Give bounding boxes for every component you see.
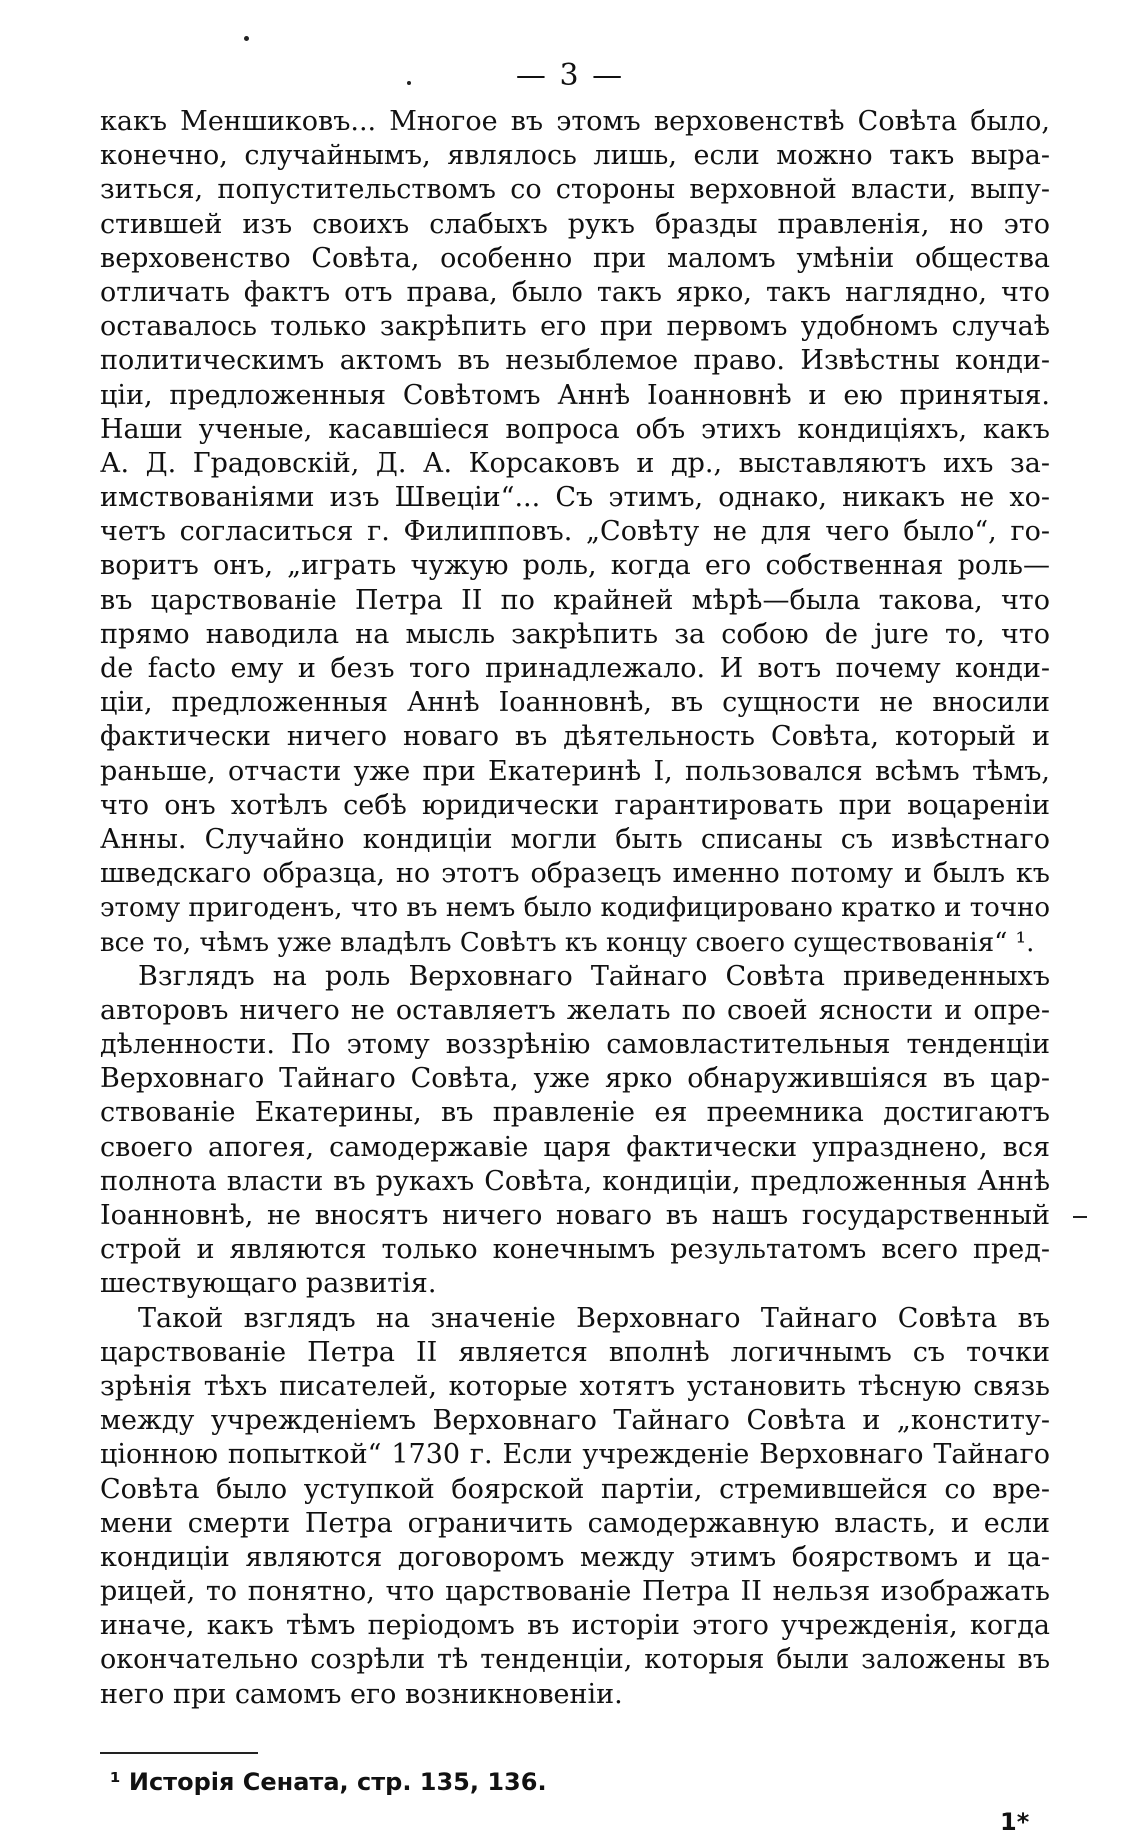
body-text bbox=[100, 105, 1050, 1712]
page-number: — 3 — bbox=[515, 58, 625, 93]
text-line: этому пригоденъ, что въ немъ было кодифицировано кратко и точно bbox=[100, 893, 1050, 924]
text-line: царствованіе Петра II является вполнѣ логичнымъ съ точки bbox=[100, 1336, 1050, 1368]
text-line: шведскаго образца, но этотъ образецъ именно потому и былъ къ bbox=[100, 858, 1050, 890]
text-line: прямо наводила на мысль закрѣпить за собою de jure то, что bbox=[100, 618, 1050, 650]
text-line: авторовъ ничего не оставляетъ желать по своей ясности и опре- bbox=[100, 994, 1050, 1026]
text-line: de facto ему и безъ того принадлежало. И вотъ почему конди- bbox=[100, 653, 1050, 684]
text-line: оставалось только закрѣпить его при первомъ удобномъ случаѣ bbox=[100, 311, 1050, 343]
text-line: какъ Меншиковъ... Многое въ этомъ верховенствѣ Совѣта было, bbox=[100, 106, 1050, 137]
text-line: полнота власти въ рукахъ Совѣта, кондиціи, предложенныя Аннѣ bbox=[100, 1165, 1050, 1197]
text-line: зрѣнія тѣхъ писателей, которые хотятъ установить тѣсную связь bbox=[100, 1370, 1050, 1402]
text-line: А. Д. Градовскій, Д. А. Корсаковъ и др., выставляютъ ихъ за- bbox=[100, 447, 1050, 479]
text-line: шествующаго развитія. bbox=[100, 1268, 437, 1300]
text-line: Такой взглядъ на значеніе Верховнаго Тайнаго Совѣта въ bbox=[138, 1302, 1050, 1334]
text-line: Анны. Случайно кондиціи могли быть списаны съ извѣстнаго bbox=[100, 823, 1050, 855]
text-line: ціи, предложенныя Совѣтомъ Аннѣ Іоанновнѣ и ею принятыя. bbox=[100, 379, 1050, 411]
text-line: въ царствованіе Петра II по крайней мѣрѣ—была такова, что bbox=[100, 584, 1050, 616]
text-line: фактически ничего новаго въ дѣятельность Совѣта, который и bbox=[100, 721, 1050, 753]
margin-mark bbox=[1073, 1216, 1087, 1218]
text-line: строй и являются только конечнымъ результатомъ всего пред- bbox=[100, 1234, 1050, 1266]
text-line: Взглядъ на роль Верховнаго Тайнаго Совѣта приведенныхъ bbox=[138, 960, 1050, 992]
text-line: ціи, предложенныя Аннѣ Іоанновнѣ, въ сущности не вносили bbox=[100, 687, 1050, 719]
text-line: все то, чѣмъ уже владѣлъ Совѣтъ къ концу своего существованія“ ¹. bbox=[100, 927, 1035, 958]
text-line: иначе, какъ тѣмъ періодомъ въ исторіи этого учрежденія, когда bbox=[100, 1610, 1050, 1642]
footnote: ¹ Исторія Сената, стр. 135, 136. bbox=[110, 1768, 547, 1796]
text-line: что онъ хотѣлъ себѣ юридически гарантировать при воцареніи bbox=[100, 789, 1050, 821]
text-line: верховенство Совѣта, особенно при маломъ умѣніи общества bbox=[100, 242, 1050, 274]
text-line: кондиціи являются договоромъ между этимъ боярствомъ и ца- bbox=[100, 1541, 1050, 1573]
text-line: воритъ онъ, „играть чужую роль, когда его собственная роль— bbox=[100, 550, 1050, 582]
text-line: дѣленности. По этому воззрѣнію самовластительныя тенденціи bbox=[100, 1029, 1050, 1061]
text-line: раньше, отчасти уже при Екатеринѣ I, пользовался всѣмъ тѣмъ, bbox=[100, 755, 1050, 787]
text-line: Совѣта было уступкой боярской партіи, стремившейся со вре- bbox=[100, 1473, 1050, 1505]
text-line: стившей изъ своихъ слабыхъ рукъ бразды правленія, но это bbox=[100, 208, 1050, 240]
text-line: между учрежденіемъ Верховнаго Тайнаго Совѣта и „конститу- bbox=[100, 1405, 1050, 1437]
text-line: окончательно созрѣли тѣ тенденціи, которыя были заложены въ bbox=[100, 1644, 1050, 1676]
ink-speck bbox=[407, 81, 411, 85]
text-line: четъ согласиться г. Филипповъ. „Совѣту не для чего было“, го- bbox=[100, 516, 1050, 548]
text-line: Іоанновнѣ, не вносятъ ничего новаго въ нашъ государственный bbox=[100, 1200, 1050, 1231]
text-line: имствованіями изъ Швеціи“... Съ этимъ, однако, никакъ не хо- bbox=[100, 482, 1050, 514]
text-line: него при самомъ его возникновеніи. bbox=[100, 1678, 623, 1710]
text-line: рицей, то понятно, что царствованіе Петра II нельзя изображать bbox=[100, 1576, 1050, 1608]
text-line: ціонною попыткой“ 1730 г. Если учрежденіе Верховнаго Тайнаго bbox=[100, 1439, 1050, 1471]
text-line: конечно, случайнымъ, являлось лишь, если можно такъ выра- bbox=[100, 140, 1050, 172]
text-line: своего апогея, самодержавіе царя фактически упразднено, вся bbox=[100, 1131, 1050, 1163]
text-line: отличать фактъ отъ права, было такъ ярко, такъ наглядно, что bbox=[100, 276, 1050, 308]
text-line: политическимъ актомъ въ незыблемое право. Извѣстны конди- bbox=[100, 345, 1050, 377]
text-line: ствованіе Екатерины, въ правленіе ея преемника достигаютъ bbox=[100, 1097, 1050, 1129]
footnote-rule bbox=[100, 1752, 258, 1754]
ink-speck bbox=[244, 36, 249, 41]
text-line: зиться, попустительствомъ со стороны верховной власти, выпу- bbox=[100, 174, 1050, 206]
signature-mark: 1* bbox=[1000, 1808, 1030, 1836]
text-line: мени смерти Петра ограничить самодержавную власть, и если bbox=[100, 1507, 1050, 1539]
text-line: Верховнаго Тайнаго Совѣта, уже ярко обнаружившіяся въ цар- bbox=[100, 1063, 1050, 1095]
text-line: Наши ученые, касавшіеся вопроса объ этихъ кондиціяхъ, какъ bbox=[100, 413, 1050, 445]
